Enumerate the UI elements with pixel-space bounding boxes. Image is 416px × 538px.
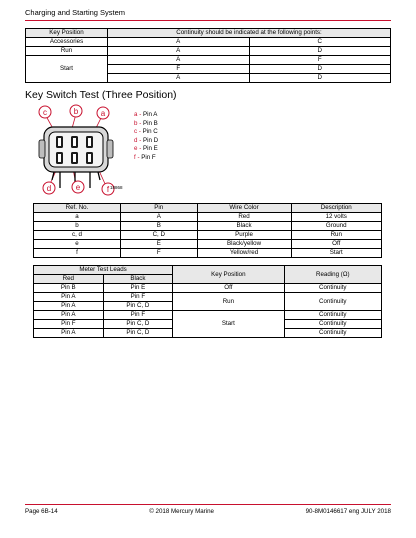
ref-cell: a	[34, 213, 121, 222]
pin-cell: D	[249, 74, 391, 83]
key-position-cell: Start	[173, 311, 284, 338]
pin-cell: C	[249, 38, 391, 47]
table-header-row	[34, 266, 382, 275]
ref-cell: f	[34, 249, 121, 258]
wire-color-cell: Yellow/red	[197, 249, 291, 258]
key-switch-connector-diagram	[36, 104, 136, 196]
red-lead-cell: Pin B	[34, 284, 104, 293]
wire-color-cell: Red	[197, 213, 291, 222]
pin-cell: A	[108, 38, 250, 47]
meter-test-table	[33, 265, 382, 338]
red-lead-cell: Pin F	[34, 320, 104, 329]
wire-color-cell: Black	[197, 222, 291, 231]
callout-label: e	[75, 183, 81, 192]
description-cell: 12 volts	[291, 213, 382, 222]
pin-cell: B	[121, 222, 198, 231]
black-lead-cell: Pin C, D	[103, 329, 173, 338]
callout-label: f	[106, 185, 110, 194]
callout-label: b	[73, 107, 79, 116]
pin-legend-item: b - Pin B	[134, 119, 158, 127]
pin-legend-item: c - Pin C	[134, 128, 158, 136]
copyright: © 2018 Mercury Marine	[149, 508, 214, 515]
pin-legend-item: a - Pin A	[134, 111, 158, 118]
reading-cell: Continuity	[284, 311, 381, 320]
table-row	[34, 284, 382, 293]
table-row	[34, 213, 382, 222]
ref-cell: e	[34, 240, 121, 249]
table-row	[34, 293, 382, 302]
reading-cell: Continuity	[284, 320, 381, 329]
pin-cell: D	[249, 47, 391, 56]
pin-legend-item: f - Pin F	[134, 153, 156, 161]
description-cell: Run	[291, 231, 382, 240]
ref-cell: b	[34, 222, 121, 231]
description-cell: Off	[291, 240, 382, 249]
callout-label: c	[43, 108, 47, 117]
table-row	[34, 240, 382, 249]
ref-cell: c, d	[34, 231, 121, 240]
col-header: Description	[291, 204, 382, 213]
page-header	[25, 8, 391, 21]
table-header-row	[34, 204, 382, 213]
table-row	[34, 231, 382, 240]
col-header: Pin	[121, 204, 198, 213]
col-header: Ref. No.	[34, 204, 121, 213]
table-row	[34, 249, 382, 258]
description-cell: Start	[291, 249, 382, 258]
pin-cell: A	[108, 74, 250, 83]
pin-cell: A	[121, 213, 198, 222]
pin-cell: D	[249, 65, 391, 74]
pin-legend	[134, 111, 158, 163]
pin-cell: F	[121, 249, 198, 258]
pin-cell: C, D	[121, 231, 198, 240]
col-header: Meter Test Leads	[34, 266, 173, 275]
pin-cell: F	[249, 56, 391, 65]
black-lead-cell: Pin F	[103, 293, 173, 302]
key-position-cell: Run	[26, 47, 108, 56]
wire-color-cell: Black/yellow	[197, 240, 291, 249]
red-lead-cell: Pin A	[34, 329, 104, 338]
col-header: Continuity should be indicated at the following points:	[108, 29, 391, 38]
document-number: 90-8M0146617 eng JULY 2018	[305, 508, 391, 515]
key-position-continuity-table	[25, 28, 391, 83]
pin-legend-item: e - Pin E	[134, 145, 158, 153]
reading-cell: Continuity	[284, 329, 381, 338]
key-position-cell: Run	[173, 293, 284, 311]
figure-number: 18868	[110, 185, 123, 190]
black-lead-cell: Pin C, D	[103, 320, 173, 329]
callout-label: a	[100, 109, 106, 118]
red-lead-cell: Pin A	[34, 302, 104, 311]
table-header-row	[26, 29, 391, 38]
page-footer	[25, 504, 391, 515]
col-header: Black	[103, 275, 173, 284]
page-number: Page 6B-14	[25, 508, 58, 515]
red-lead-cell: Pin A	[34, 293, 104, 302]
red-lead-cell: Pin A	[34, 311, 104, 320]
table-row	[34, 311, 382, 320]
header-title: Charging and Starting System	[25, 8, 126, 17]
black-lead-cell: Pin C, D	[103, 302, 173, 311]
key-position-cell: Off	[173, 284, 284, 293]
pin-cell: A	[108, 56, 250, 65]
pin-cell: F	[108, 65, 250, 74]
table-row	[26, 38, 391, 47]
black-lead-cell: Pin F	[103, 311, 173, 320]
callout-label: d	[46, 184, 52, 193]
key-position-cell: Accessories	[26, 38, 108, 47]
section-title: Key Switch Test (Three Position)	[25, 89, 177, 101]
table-row	[26, 56, 391, 65]
col-header: Key Position	[26, 29, 108, 38]
table-row	[34, 222, 382, 231]
black-lead-cell: Pin E	[103, 284, 173, 293]
description-cell: Ground	[291, 222, 382, 231]
table-row	[26, 47, 391, 56]
reading-cell: Continuity	[284, 293, 381, 311]
col-header: Key Position	[173, 266, 284, 284]
wire-color-cell: Purple	[197, 231, 291, 240]
pin-cell: A	[108, 47, 250, 56]
wire-reference-table	[33, 203, 382, 258]
reading-cell: Continuity	[284, 284, 381, 293]
pin-cell: E	[121, 240, 198, 249]
key-position-cell: Start	[26, 56, 108, 83]
pin-legend-item: d - Pin D	[134, 136, 159, 144]
col-header: Wire Color	[197, 204, 291, 213]
col-header: Red	[34, 275, 104, 284]
col-header: Reading (Ω)	[284, 266, 381, 284]
